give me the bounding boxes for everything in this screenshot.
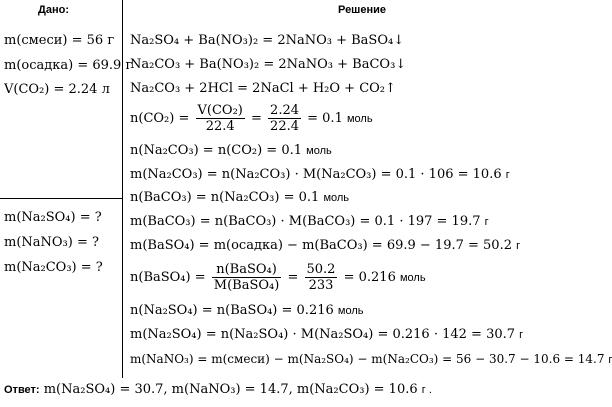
unit-label: г: [519, 329, 524, 341]
fraction-v-over-vm: [196, 103, 245, 134]
unit-label: моль: [337, 305, 364, 317]
answer-line: [4, 382, 432, 397]
reaction-3: Na₂CO₃ + 2HCl = 2NaCl + H₂O + CO₂↑: [130, 81, 396, 96]
unit-label: г: [608, 354, 612, 366]
answer-label: Ответ:: [4, 384, 40, 396]
answer-unit: г .: [421, 384, 432, 396]
step-n-na2so4: [130, 303, 364, 319]
step-m-nano3: [130, 351, 612, 368]
unit-label: моль: [346, 113, 373, 125]
given-mass-precipitate: m(осадка) = 69.9 г: [4, 58, 133, 73]
step-n-baso4: [130, 262, 426, 293]
fraction-denominator: 233: [308, 278, 334, 293]
step-m-na2co3: [130, 167, 510, 183]
horizontal-divider: [0, 198, 122, 199]
step-text: m(BaSO₄) = m(осадка) − m(BaCO₃) = 69.9 − 19.7 = 50.2: [130, 238, 512, 253]
step-n-na2co3: [130, 143, 332, 159]
given-mass-mixture: m(смеси) = 56 г: [4, 33, 115, 48]
given-header: Дано:: [38, 4, 69, 16]
unit-label: г: [516, 240, 521, 252]
fraction-denominator: 22.4: [205, 119, 235, 134]
answer-text: m(Na₂SO₄) = 30.7, m(NaNO₃) = 14.7, m(Na₂CO₃) = 10.6: [43, 382, 418, 397]
fraction-numerator: 2.24: [270, 103, 299, 118]
step-n-baso4-result: = 0.216: [343, 270, 396, 285]
find-nano3: m(NaNO₃) = ?: [4, 235, 99, 250]
step-text: n(Na₂CO₃) = n(CO₂) = 0.1: [130, 143, 302, 158]
step-text: m(Na₂SO₄) = n(Na₂SO₄) · M(Na₂SO₄) = 0.216 · 142 = 30.7: [130, 327, 516, 342]
fraction-n-over-m: [212, 262, 282, 293]
step-text: m(BaCO₃) = n(BaCO₃) · M(BaCO₃) = 0.1 · 197 = 19.7: [130, 214, 481, 229]
find-na2so4: m(Na₂SO₄) = ?: [4, 210, 102, 225]
reaction-2: Na₂CO₃ + Ba(NO₃)₂ = 2NaNO₃ + BaCO₃↓: [130, 57, 407, 72]
step-text: m(Na₂CO₃) = n(Na₂CO₃) · M(Na₂CO₃) = 0.1 · 106 = 10.6: [130, 167, 502, 182]
step-n-co2: [130, 103, 373, 134]
equals-sign: =: [251, 111, 262, 126]
fraction-numerator: V(CO₂): [197, 103, 243, 118]
step-n-co2-left: n(CO₂) =: [130, 111, 190, 126]
unit-label: моль: [399, 272, 426, 284]
step-m-baso4: [130, 238, 520, 254]
step-n-baso4-left: n(BaSO₄) =: [130, 270, 206, 285]
fraction-numerator: 50.2: [306, 262, 336, 277]
fraction-values: [268, 103, 301, 134]
step-n-baco3: [130, 190, 349, 206]
step-text: n(BaCO₃) = n(Na₂CO₃) = 0.1: [130, 190, 320, 205]
step-text: n(Na₂SO₄) = n(BaSO₄) = 0.216: [130, 303, 334, 318]
step-text: m(NaNO₃) = m(смеси) − m(Na₂SO₄) − m(Na₂CO₃) = 56 − 30.7 − 10.6 = 14.7: [130, 352, 605, 366]
fraction-denominator: M(BaSO₄): [213, 278, 280, 293]
step-n-co2-result: = 0.1: [307, 111, 343, 126]
fraction-values: [305, 262, 338, 293]
unit-label: моль: [323, 192, 350, 204]
reaction-1: Na₂SO₄ + Ba(NO₃)₂ = 2NaNO₃ + BaSO₄↓: [130, 33, 405, 48]
find-na2co3: m(Na₂CO₃) = ?: [4, 260, 103, 275]
fraction-denominator: 22.4: [270, 119, 299, 134]
unit-label: г: [505, 169, 510, 181]
given-volume-co2: V(CO₂) = 2.24 л: [4, 82, 110, 97]
step-m-na2so4: [130, 327, 523, 343]
step-m-baco3: [130, 214, 489, 230]
vertical-divider: [122, 0, 123, 378]
equals-sign: =: [287, 270, 299, 285]
unit-label: моль: [306, 145, 332, 157]
solution-header: Решение: [338, 4, 386, 16]
fraction-numerator: n(BaSO₄): [212, 262, 282, 278]
unit-label: г: [484, 216, 489, 228]
